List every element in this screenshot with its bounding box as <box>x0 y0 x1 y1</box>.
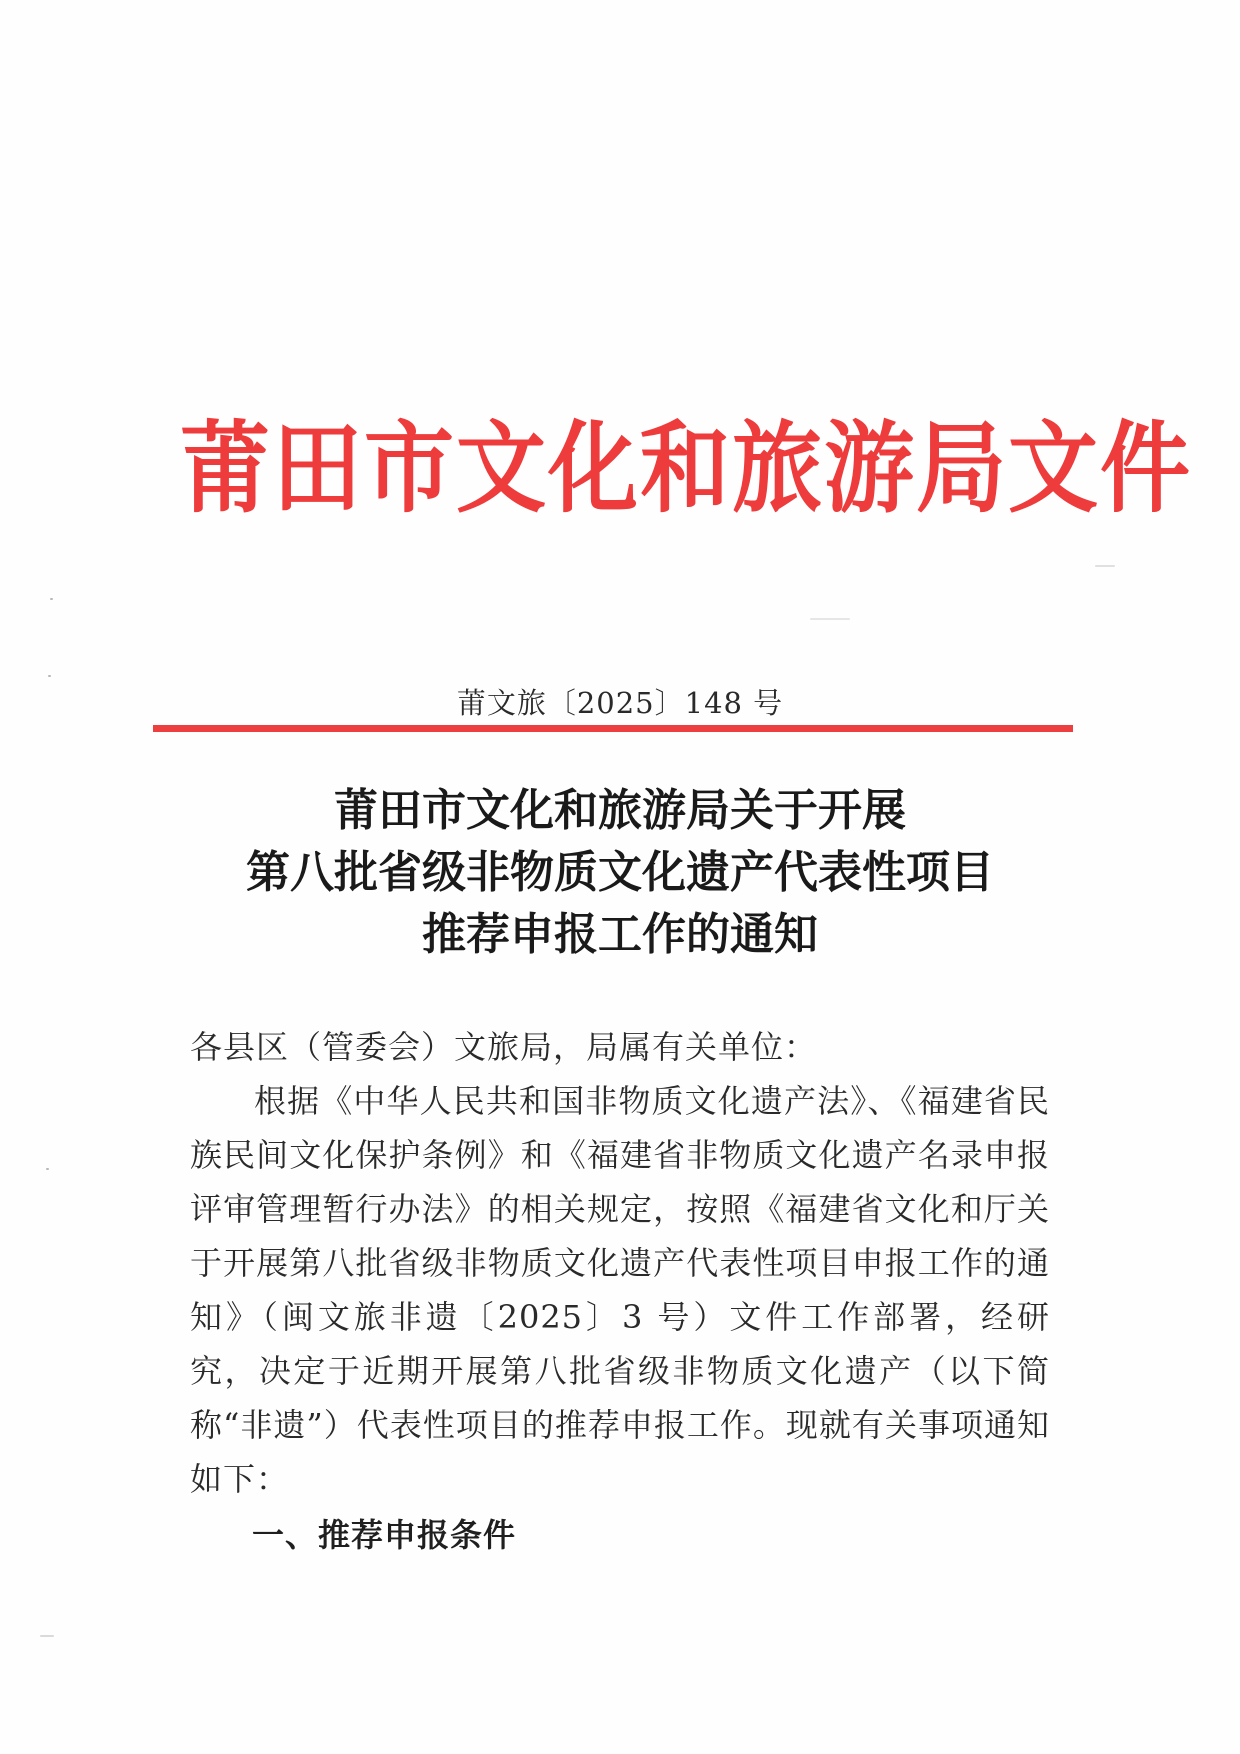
notice-title-line-3: 推荐申报工作的通知 <box>422 909 818 960</box>
salutation: 各县区（管委会）文旅局，局属有关单位： <box>190 1028 818 1066</box>
scan-speck <box>48 675 51 677</box>
notice-body <box>190 1020 1050 1506</box>
scan-speck <box>810 618 850 620</box>
red-divider-rule <box>153 725 1073 732</box>
scan-speck <box>40 1635 54 1637</box>
notice-title-line-1: 莆田市文化和旅游局关于开展 <box>334 785 906 836</box>
scan-speck <box>1095 565 1115 567</box>
body-paragraph: 根据《中华人民共和国非物质文化遗产法》、《福建省民族民间文化保护条例》和《福建省非物质文化遗产名录申报评审管理暂行办法》的相关规定，按照《福建省文化和厅关于开展第八批省级非物质文化遗产代表性项目申报工作的通知》（闽文旅非遗〔2025〕3 号）文件工作部署，经研究，决定于近期开展第八批省级非物质文化遗产（以下简称“非遗”）代表性项目的推荐申报工作。现就有关事项通知如下： <box>190 1082 1050 1498</box>
notice-title <box>130 780 1110 966</box>
notice-title-line-2: 第八批省级非物质文化遗产代表性项目 <box>246 847 994 898</box>
document-number: 莆文旅〔2025〕148 号 <box>456 686 784 720</box>
red-header-title: 莆田市文化和旅游局文件 <box>180 410 1192 527</box>
section-heading: 一、推荐申报条件 <box>252 1516 517 1554</box>
scan-speck <box>46 1168 49 1170</box>
scan-speck <box>50 598 53 600</box>
